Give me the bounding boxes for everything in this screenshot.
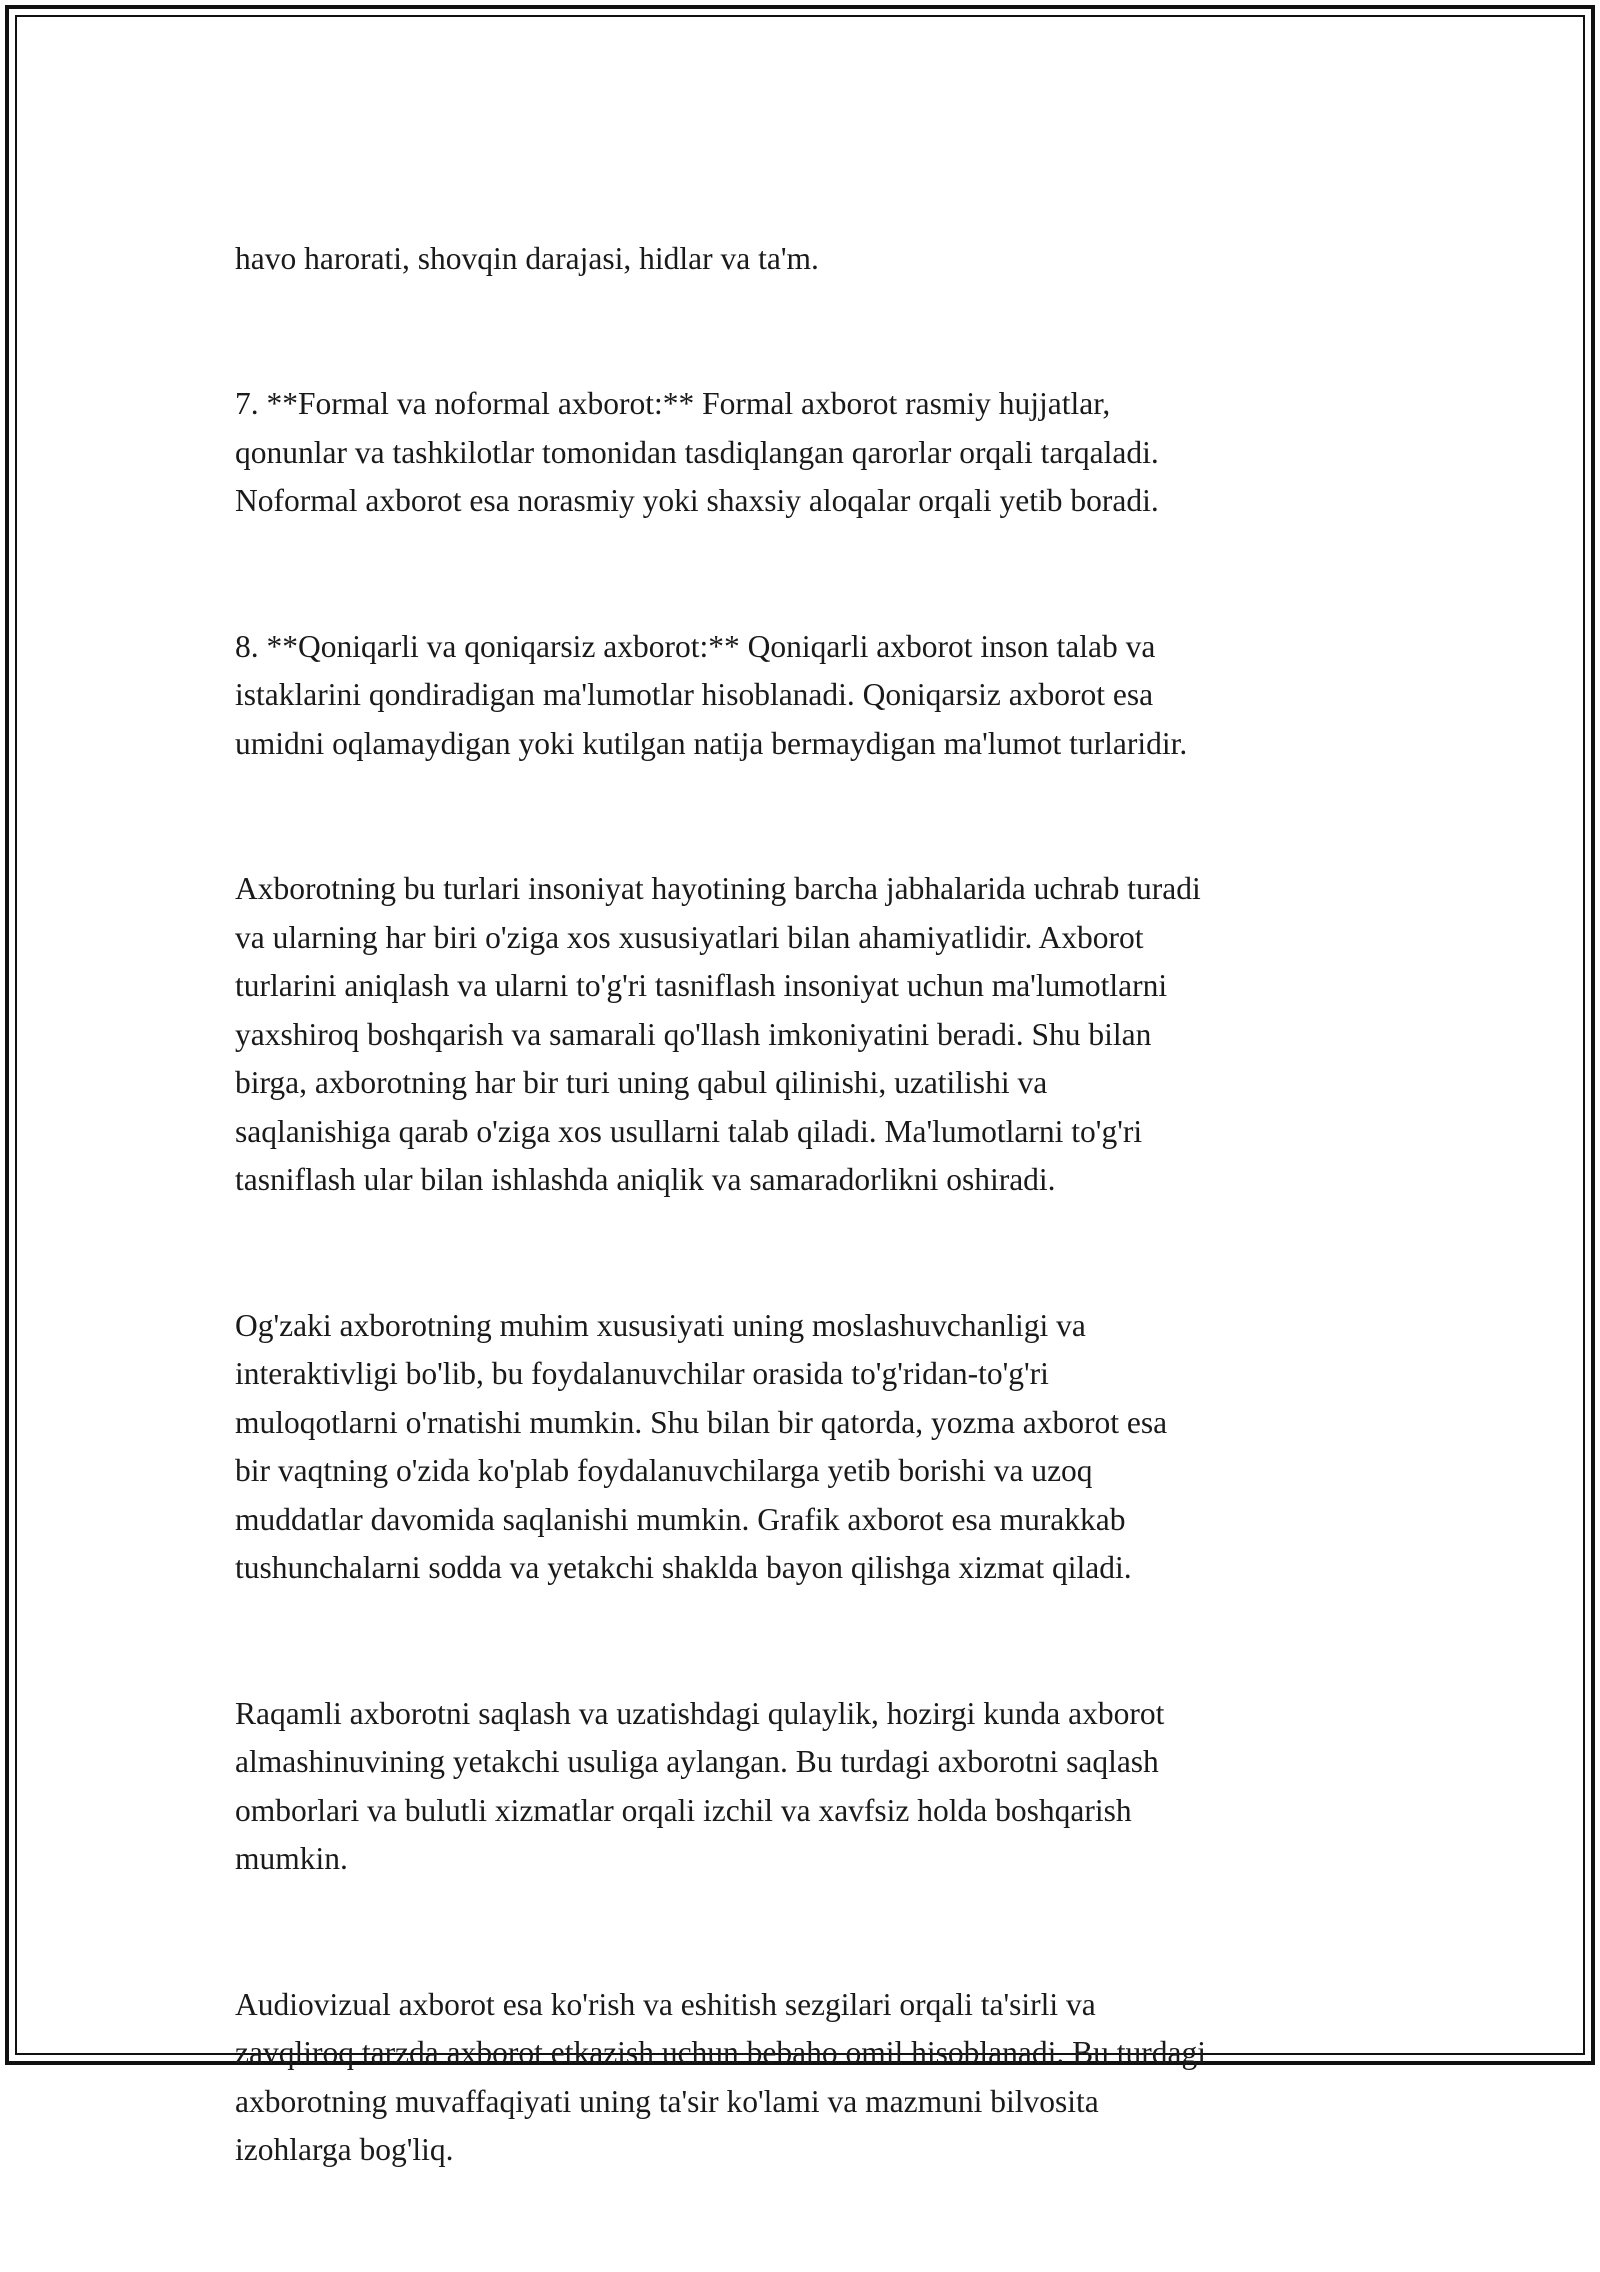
paragraph-formal-informal: 7. **Formal va noformal axborot:** Formal axborot rasmiy hujjatlar, qonunlar va tashkilotlar tomonidan tasdiqlangan qarorlar orqali tarqaladi. Noformal axborot esa norasmiy yoki shaxsiy aloqalar orqali yetib boradi. (235, 386, 1159, 518)
paragraph-continuation: havo harorati, shovqin darajasi, hidlar va ta'm. (235, 240, 819, 276)
paragraph-satisfactory: 8. **Qoniqarli va qoniqarsiz axborot:** Qoniqarli axborot inson talab va istaklarini qondiradigan ma'lumotlar hisoblanadi. Qoniqarsiz axborot esa umidni oqlamaydigan yoki kutilgan natija bermaydigan ma'lumot turlaridir. (235, 628, 1188, 761)
paragraph-oral-written: Og'zaki axborotning muhim xususiyati uning moslashuvchanligi va interaktivligi bo'lib, bu foydalanuvchilar orasida to'g'ridan-to'g'ri muloqotlarni o'rnatishi mumkin. Shu bilan bir qatorda, yozma axborot esa bir vaqtning o'zida ko'plab foydalanuvchilarga yetib borishi va uzoq muddatlar davomida saqlanishi mumkin. Grafik axborot esa murakkab tushunchalarni sodda va yetakchi shaklda bayon qilishga xizmat qiladi. (235, 1307, 1168, 1585)
paragraph-types-summary: Axborotning bu turlari insoniyat hayotining barcha jabhalarida uchrab turadi va ularning har biri o'ziga xos xususiyatlari bilan ahamiyatlidir. Axborot turlarini aniqlash va ularni to'g'ri tasniflash insoniyat uchun ma'lumotlarni yaxshiroq boshqarish va samarali qo'llash imkoniyatini beradi. Shu bilan birga, axborotning har bir turi uning qabul qilinishi, uzatilishi va saqlanishiga qarab o'ziga xos usullarni talab qiladi. Ma'lumotlarni to'g'ri tasniflash ular bilan ishlashda aniqlik va samaradorlikni oshiradi. (235, 871, 1201, 1197)
paragraph-audiovisual: Audiovizual axborot esa ko'rish va eshitish sezgilari orqali ta'sirli va zavqliroq tarzda axborot etkazish uchun bebaho omil hisoblanadi. Bu turdagi axborotning muvaffaqiyati uning ta'sir ko'lami va mazmuni bilvosita izohlarga bog'liq. (235, 1986, 1206, 2167)
document-body (235, 186, 1375, 2272)
paragraph-digital: Raqamli axborotni saqlash va uzatishdagi qulaylik, hozirgi kunda axborot almashinuvining yetakchi usuliga aylangan. Bu turdagi axborotni saqlash omborlari va bulutli xizmatlar orqali izchil va xavfsiz holda boshqarish mumkin. (235, 1695, 1165, 1876)
